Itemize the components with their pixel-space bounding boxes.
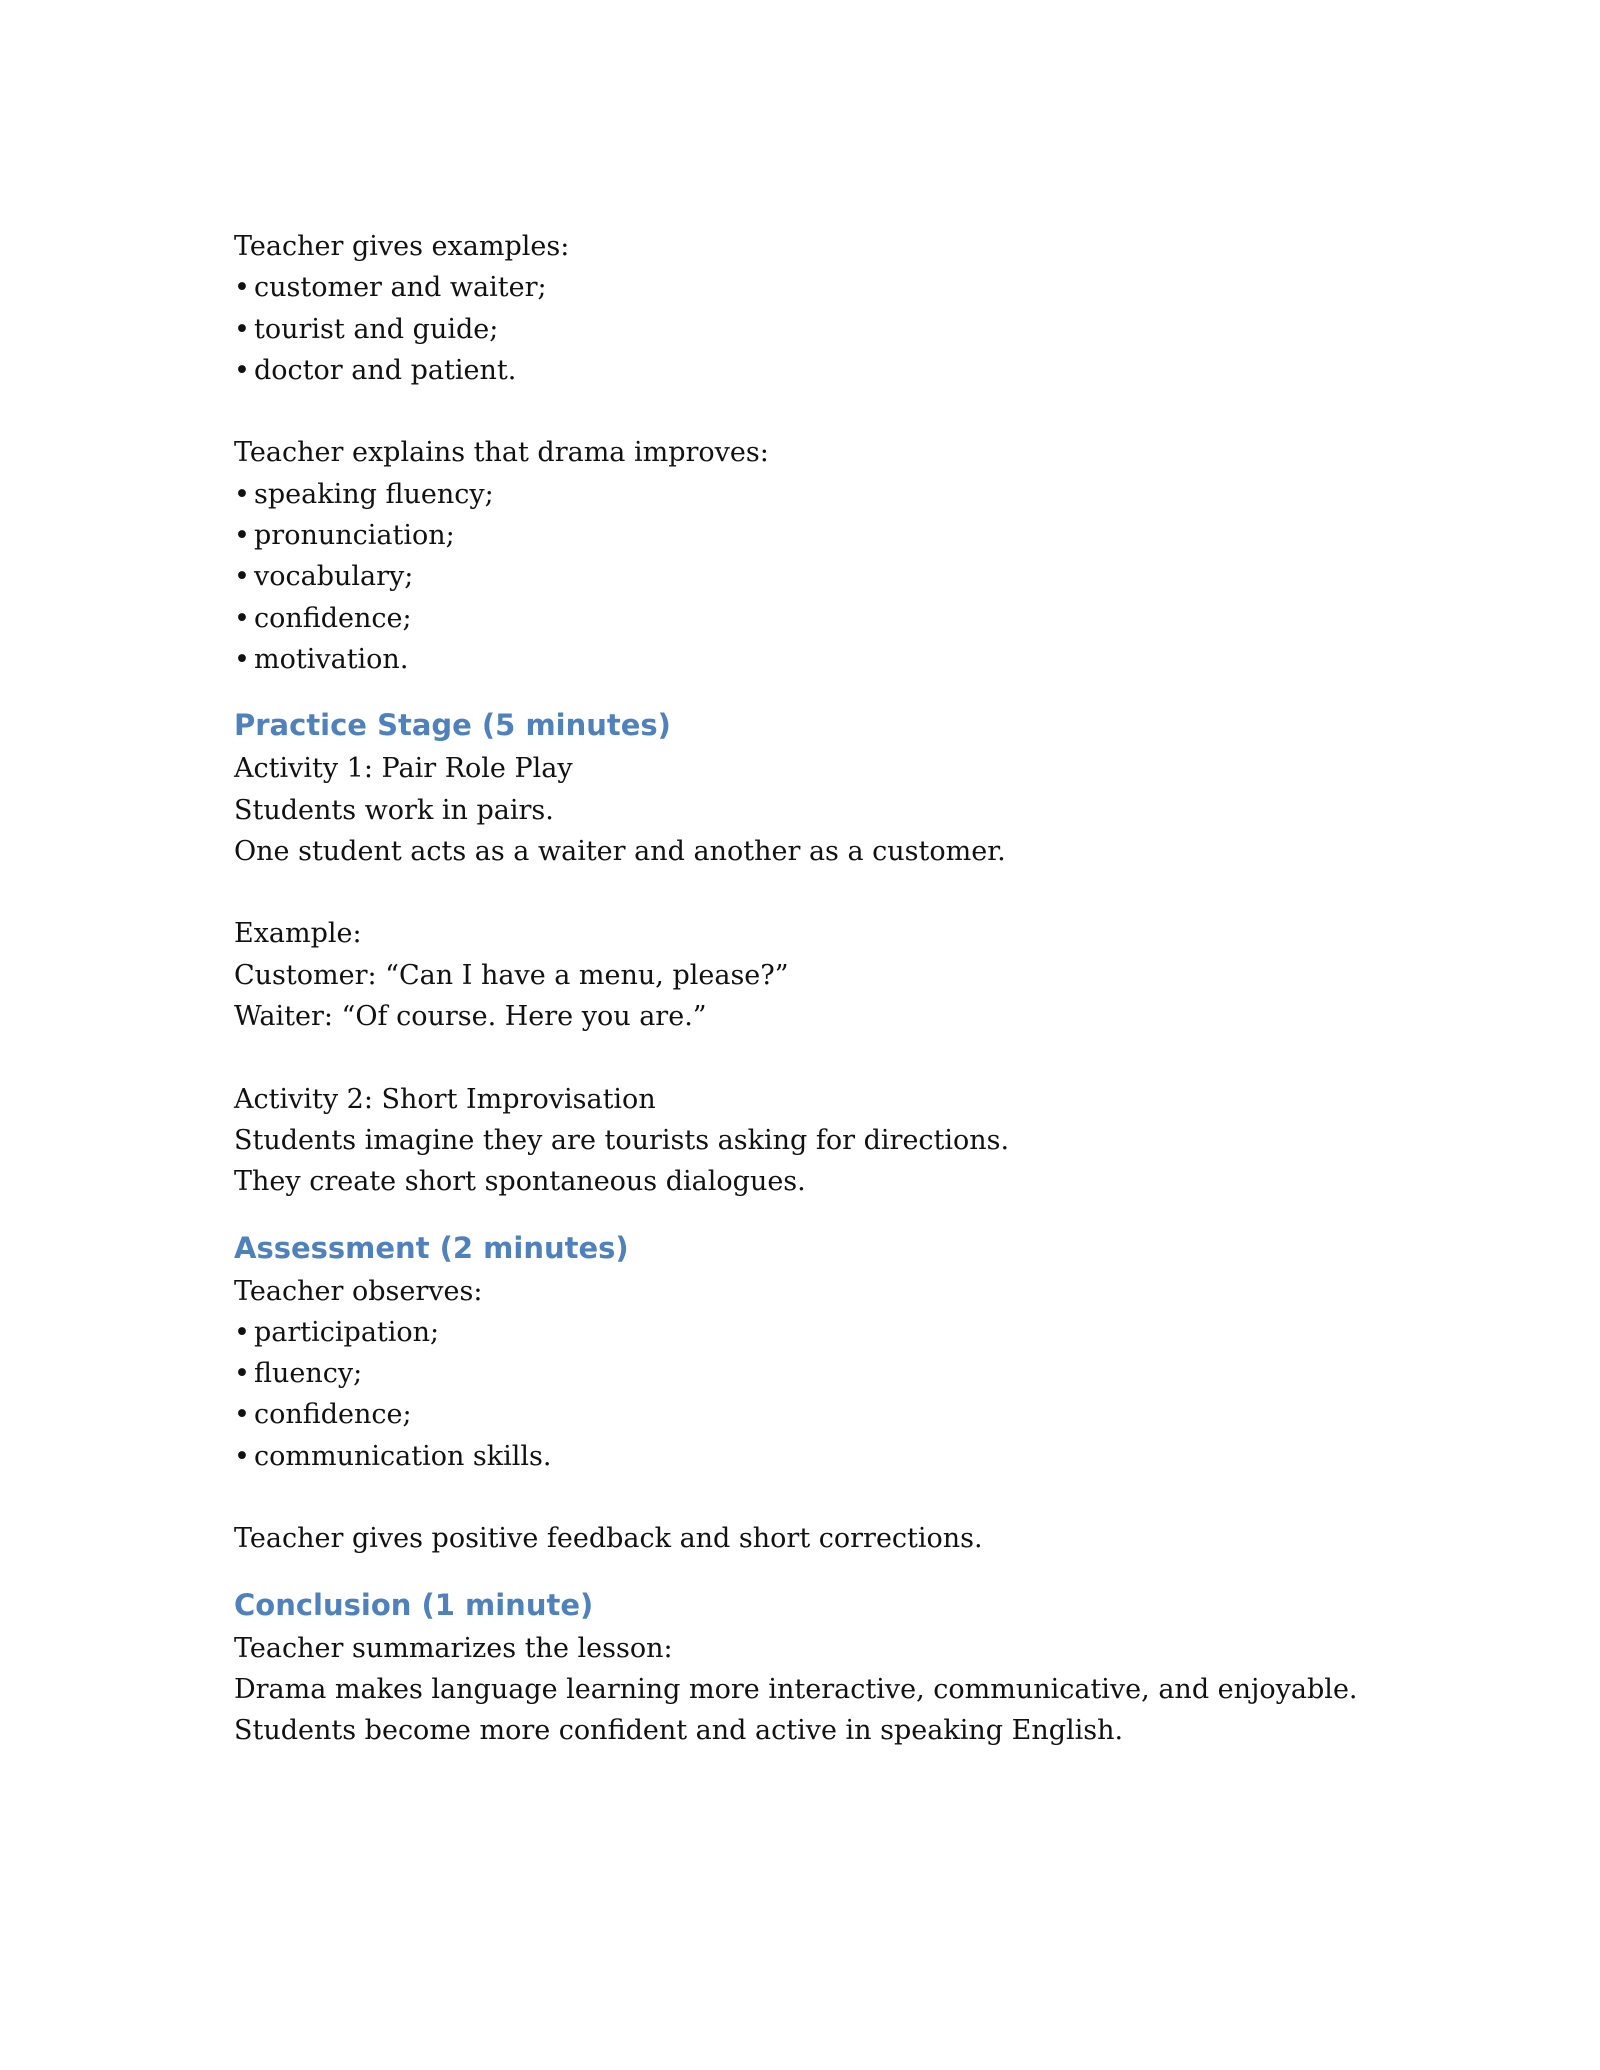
bullet-icon: • [234,354,250,386]
bullet-icon: • [234,1440,250,1472]
list-item: • speaking fluency; [234,474,1374,515]
spacer [234,872,1374,913]
improves-intro: Teacher explains that drama improves: [234,437,769,469]
activity1-title: Activity 1: Pair Role Play [234,753,573,785]
list-item: • motivation. [234,639,1374,680]
bullet-icon: • [234,602,250,634]
conclusion-heading: Conclusion (1 minute) [234,1587,594,1622]
activity2-line: They create short spontaneous dialogues. [234,1166,806,1198]
bullet-icon: • [234,561,250,593]
spacer [234,391,1374,432]
example-waiter: Waiter: “Of course. Here you are.” [234,1001,707,1033]
activity1-line: One student acts as a waiter and another as a customer. [234,835,1006,867]
list-item: • communication skills. [234,1436,1374,1477]
assessment-heading: Assessment (2 minutes) [234,1230,629,1265]
list-item: • tourist and guide; [234,309,1374,350]
example-customer: Customer: “Can I have a menu, please?” [234,959,789,991]
activity1-line: Students work in pairs. [234,794,554,826]
assessment-intro: Teacher observes: [234,1275,483,1307]
example-label: Example: [234,918,362,950]
spacer [234,1477,1374,1518]
bullet-icon: • [234,520,250,552]
bullet-icon: • [234,1358,250,1390]
list-item: • confidence; [234,1394,1374,1435]
activity2-title: Activity 2: Short Improvisation [234,1083,656,1115]
assessment-feedback: Teacher gives positive feedback and short corrections. [234,1523,983,1555]
bullet-icon: • [234,1316,250,1348]
list-item: • fluency; [234,1353,1374,1394]
bullet-icon: • [234,313,250,345]
list-item: • customer and waiter; [234,267,1374,308]
list-item: • doctor and patient. [234,350,1374,391]
document-body [234,226,1374,1752]
examples-intro: Teacher gives examples: [234,231,570,262]
conclusion-line: Students become more confident and active in speaking English. [234,1715,1124,1747]
bullet-icon: • [234,272,250,304]
list-item: • confidence; [234,598,1374,639]
practice-stage-heading: Practice Stage (5 minutes) [234,708,671,743]
bullet-icon: • [234,478,250,510]
list-item: • pronunciation; [234,515,1374,556]
spacer [234,1037,1374,1078]
list-item: • participation; [234,1312,1374,1353]
activity2-line: Students imagine they are tourists asking for directions. [234,1124,1010,1156]
bullet-icon: • [234,643,250,675]
conclusion-line: Drama makes language learning more interactive, communicative, and enjoyable. [234,1673,1358,1705]
list-item: • vocabulary; [234,556,1374,597]
conclusion-line: Teacher summarizes the lesson: [234,1632,673,1664]
bullet-icon: • [234,1399,250,1431]
